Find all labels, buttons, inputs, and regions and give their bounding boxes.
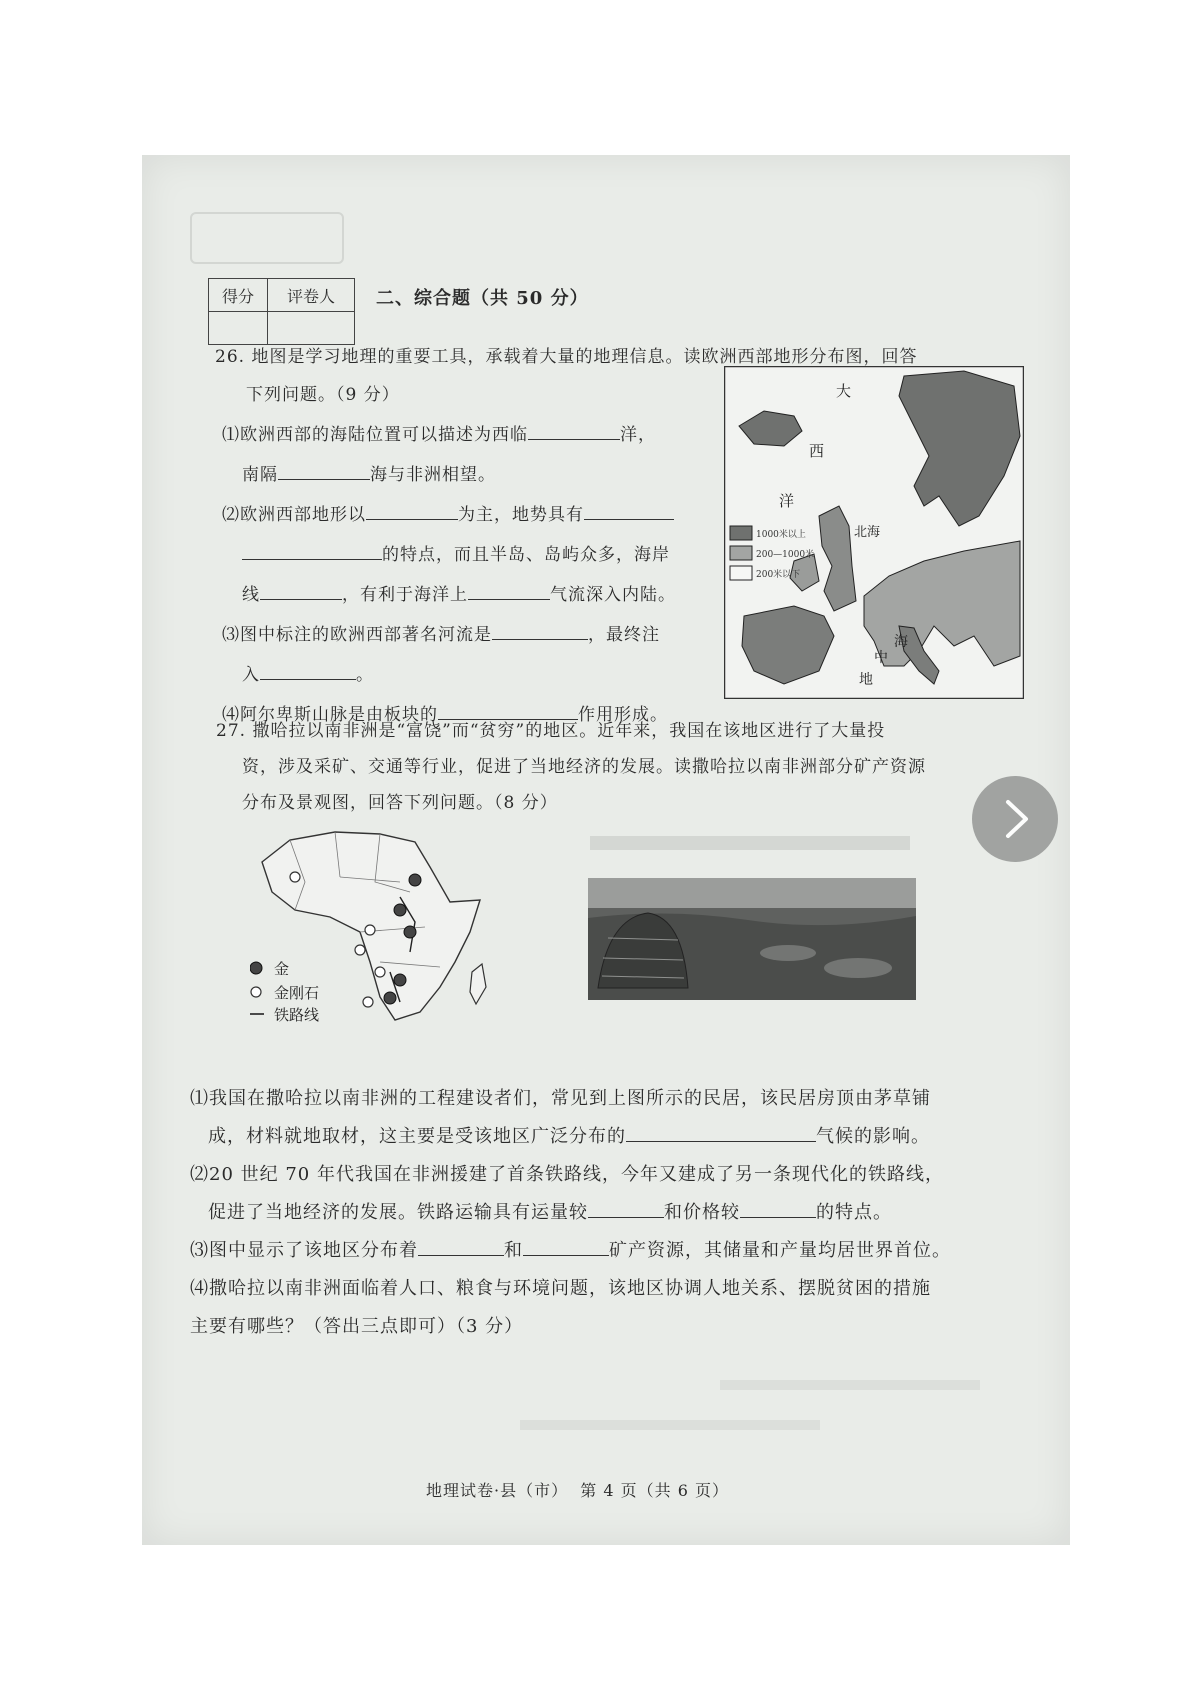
q26-p4-text-b: 作用形成。 bbox=[578, 705, 668, 725]
q26-answer-ocean[interactable] bbox=[528, 425, 620, 440]
q27-p1-text-b: 成，材料就地取材，这主要是受该地区广泛分布的 bbox=[208, 1126, 626, 1147]
q26-p3-text-a: ⑶图中标注的欧洲西部著名河流是 bbox=[222, 625, 492, 645]
page-footer: 地理试卷·县（市） 第 4 页（共 6 页） bbox=[426, 1481, 729, 1500]
q27-intro-line3: 分布及景观图，回答下列问题。（8 分） bbox=[242, 793, 558, 813]
label-di: 地 bbox=[859, 672, 873, 688]
q26-p3-text-c: 入 bbox=[242, 665, 260, 685]
q26-part1-line2 bbox=[242, 460, 496, 485]
label-da: 大 bbox=[836, 382, 852, 400]
q27-part2-line2 bbox=[208, 1198, 892, 1224]
madagascar-outline bbox=[470, 964, 486, 1004]
grader-header: 评卷人 bbox=[268, 279, 355, 312]
q27-part1-line2 bbox=[208, 1122, 930, 1148]
q27-part1-line1: ⑴我国在撒哈拉以南非洲的工程建设者们，常见到上图所示的民居，该民居房顶由茅草铺 bbox=[190, 1088, 931, 1109]
q26-part2-line2 bbox=[242, 540, 670, 565]
thatched-hut-landscape-photo bbox=[588, 878, 916, 1000]
section-heading: 二、综合题（共 50 分） bbox=[376, 288, 589, 309]
q27-p2-text-d: 的特点。 bbox=[816, 1202, 892, 1223]
q26-p3-text-d: 。 bbox=[356, 665, 374, 685]
label-yang: 洋 bbox=[779, 492, 795, 510]
africa-minerals-map bbox=[250, 822, 510, 1027]
q26-part3-line2 bbox=[242, 660, 374, 685]
legend-200-1000m: 200—1000米 bbox=[756, 550, 815, 560]
q27-intro-line2: 资，涉及采矿、交通等行业，促进了当地经济的发展。读撒哈拉以南非洲部分矿产资源 bbox=[242, 757, 926, 777]
label-xi: 西 bbox=[809, 442, 825, 460]
q26-answer-airflow[interactable] bbox=[468, 585, 550, 600]
q26-p4-text-a: ⑷阿尔卑斯山脉是由板块的 bbox=[222, 705, 438, 725]
q26-intro-line2: 下列问题。（9 分） bbox=[246, 385, 400, 405]
label-hai: 海 bbox=[894, 634, 908, 650]
q26-p2-text-b: 为主，地势具有 bbox=[458, 505, 584, 525]
q27-answer-climate[interactable] bbox=[626, 1127, 816, 1142]
q26-p1-text-c: 南隔 bbox=[242, 465, 278, 485]
q26-p2-text-d: 线 bbox=[242, 585, 260, 605]
label-beihai: 北海 bbox=[854, 525, 881, 540]
q26-part3-line1 bbox=[222, 620, 660, 645]
legend-diamond: 金刚石 bbox=[274, 984, 320, 1002]
legend-1000m: 1000米以上 bbox=[756, 530, 806, 540]
q27-intro-line1: 27. 撒哈拉以南非洲是“富饶”而“贫穷”的地区。近年来，我国在该地区进行了大量投 bbox=[216, 721, 886, 741]
q27-answer-mineral2[interactable] bbox=[523, 1241, 609, 1256]
bleed-through-box bbox=[190, 212, 344, 264]
q26-answer-elevation-cont[interactable] bbox=[242, 545, 382, 560]
q26-p2-text-e: ，有利于海洋上 bbox=[342, 585, 468, 605]
q27-answer-area[interactable] bbox=[190, 1350, 1010, 1460]
q27-part2-line1: ⑵20 世纪 70 年代我国在非洲援建了首条铁路线，今年又建成了另一条现代化的铁路线， bbox=[190, 1164, 944, 1185]
score-cell[interactable] bbox=[209, 312, 268, 345]
q26-p1-text-b: 洋， bbox=[620, 425, 656, 445]
q27-p3-text-b: 和 bbox=[504, 1240, 523, 1261]
q26-p3-text-b: ，最终注 bbox=[588, 625, 660, 645]
q26-part2-line1 bbox=[222, 500, 674, 525]
q26-p2-text-a: ⑵欧洲西部地形以 bbox=[222, 505, 366, 525]
next-page-button[interactable] bbox=[972, 776, 1058, 862]
q26-part1-line1 bbox=[222, 420, 656, 445]
q27-p2-text-b: 促进了当地经济的发展。铁路运输具有运量较 bbox=[208, 1202, 588, 1223]
legend-gold: 金 bbox=[274, 960, 290, 978]
q27-p3-text-a: ⑶图中显示了该地区分布着 bbox=[190, 1240, 418, 1261]
q27-p1-text-c: 气候的影响。 bbox=[816, 1126, 930, 1147]
q27-part3-line1 bbox=[190, 1236, 951, 1262]
q26-p2-text-f: 气流深入内陆。 bbox=[550, 585, 676, 605]
q27-answer-volume[interactable] bbox=[588, 1203, 664, 1218]
q26-answer-coastline[interactable] bbox=[260, 585, 342, 600]
q26-part2-line3 bbox=[242, 580, 676, 605]
q26-answer-outlet[interactable] bbox=[260, 665, 356, 680]
grader-cell[interactable] bbox=[268, 312, 355, 345]
q26-intro-line1: 26. 地图是学习地理的重要工具，承载着大量的地理信息。读欧洲西部地形分布图，回答 bbox=[215, 347, 918, 367]
q27-p3-text-c: 矿产资源，其储量和产量均居世界首位。 bbox=[609, 1240, 951, 1261]
legend-200m: 200米以下 bbox=[756, 570, 801, 580]
q27-part4-line2: 主要有哪些？（答出三点即可）（3 分） bbox=[190, 1316, 524, 1337]
q26-answer-elevation[interactable] bbox=[584, 505, 674, 520]
q27-answer-price[interactable] bbox=[740, 1203, 816, 1218]
q26-p1-text-d: 海与非洲相望。 bbox=[370, 465, 496, 485]
label-zhong: 中 bbox=[874, 650, 888, 666]
q27-p2-text-c: 和价格较 bbox=[664, 1202, 740, 1223]
q26-p2-text-c: 的特点，而且半岛、岛屿众多，海岸 bbox=[382, 545, 670, 565]
score-header: 得分 bbox=[209, 279, 268, 312]
europe-terrain-map bbox=[724, 366, 1024, 699]
chevron-right-icon bbox=[972, 776, 1058, 862]
bleed-through-bar bbox=[590, 836, 910, 850]
q26-answer-river[interactable] bbox=[492, 625, 588, 640]
q26-answer-terrain[interactable] bbox=[366, 505, 458, 520]
legend-railway: 铁路线 bbox=[274, 1006, 320, 1024]
q26-p1-text-a: ⑴欧洲西部的海陆位置可以描述为西临 bbox=[222, 425, 528, 445]
q27-answer-mineral1[interactable] bbox=[418, 1241, 504, 1256]
score-table bbox=[208, 278, 355, 345]
q27-part4-line1: ⑷撒哈拉以南非洲面临着人口、粮食与环境问题，该地区协调人地关系、摆脱贫困的措施 bbox=[190, 1278, 931, 1299]
q26-answer-sea[interactable] bbox=[278, 465, 370, 480]
